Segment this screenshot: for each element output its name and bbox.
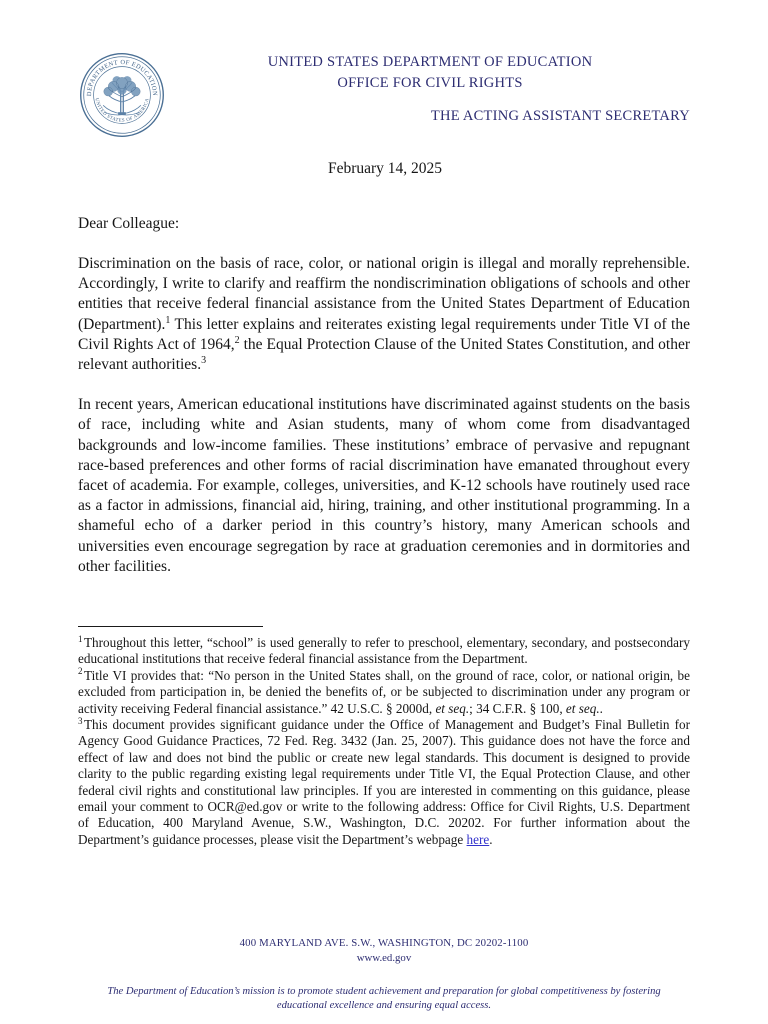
letter-date-value: February 14, 2025: [327, 160, 443, 177]
footnote-3: [78, 717, 690, 848]
paragraph-1-text-a: Discrimination on the basis of race, color, or national origin is illegal and morally reprehensible. Accordingly, I write to clarify and reaffirm the nondiscrimination obligations of schools and other entities that receive federal financial assistance from the United States Department of Education (Department).: [78, 255, 690, 333]
footnote-ref-3[interactable]: 3: [201, 354, 207, 366]
footnote-1-text: Throughout this letter, “school” is used generally to refer to preschool, elementary, secondary, and postsecondary educational institutions that receive federal financial assistance from the Department.: [78, 635, 690, 667]
office-title: THE ACTING ASSISTANT SECRETARY: [430, 108, 690, 124]
agency-name-block: [170, 52, 690, 94]
footnote-2-text-b: ; 34 C.F.R. § 100,: [469, 700, 566, 716]
department-of-education-seal-icon: [79, 52, 165, 138]
footnote-3-text-a: This document provides significant guidance under the Office of Management and Budget’s Final Bulletin for Agency Good Guidance Practices, 72 Fed. Reg. 3432 (Jan. 25, 2007). This guidance does not have the force and effect of law and does not bind the public or create new legal standards. This document is designed to provide clarity to the public regarding existing legal requirements under Title VI, the Equal Protection Clause, and other federal civil rights and constitutional law principles. If you are interested in commenting on this guidance, please email your comment to OCR@ed.gov or write to the following address: Office for Civil Rights, U.S. Department of Education, 400 Maryland Avenue, S.W., Washington, D.C. 20202. For further information about the Department’s guidance processes, please visit the Department’s webpage: [78, 717, 690, 847]
letter-date: [0, 160, 768, 178]
letter-body: [78, 213, 690, 597]
footnote-2-text-c: .: [599, 700, 603, 716]
agency-line-office: OFFICE FOR CIVIL RIGHTS: [337, 75, 523, 91]
footnote-2-number: 2: [78, 666, 83, 677]
footnote-1-number: 1: [78, 633, 83, 644]
footer-address: 400 MARYLAND AVE. S.W., WASHINGTON, DC 20202-1100: [239, 937, 529, 949]
svg-text:DEPARTMENT OF EDUCATION: DEPARTMENT OF EDUCATION: [85, 58, 159, 97]
footnote-2-italic-1: et seq.: [435, 700, 470, 716]
footnote-section: [78, 626, 690, 848]
footnote-separator-rule: [78, 626, 263, 627]
mission-statement: The Department of Education’s mission is to promote student achievement and preparation for global competitiveness by fostering educational excellence and ensuring equal access.: [107, 986, 661, 1012]
paragraph-1-text-b: This letter explains and reiterates existing legal requirements under Title VI of the Civil Rights Act of 1964,: [78, 315, 690, 353]
paragraph-2: In recent years, American educational institutions have discriminated against students on the basis of race, including white and Asian students, many of whom come from disadvantaged backgrounds and low-income families. These institutions’ embrace of pervasive and repugnant race-based preferences and other forms of racial discrimination have emanated throughout every facet of academia. For example, colleges, universities, and K-12 schools have routinely used race as a factor in admissions, financial aid, hiring, training, and other institutional programming. In a shameful echo of a darker period in this country’s history, many American schools and universities even encourage segregation by race at graduation ceremonies and in dormitories and other facilities.: [78, 396, 690, 575]
footnote-ref-2[interactable]: 2: [234, 334, 240, 346]
footnote-2: [78, 668, 690, 717]
agency-line-department: UNITED STATES DEPARTMENT OF EDUCATION: [267, 54, 593, 70]
footnote-3-text-b: .: [489, 831, 493, 847]
footnote-3-number: 3: [78, 715, 83, 726]
footnote-ref-1[interactable]: 1: [165, 314, 171, 326]
footer-website-url[interactable]: www.ed.gov: [356, 951, 412, 964]
footnote-2-italic-2: et seq.: [565, 700, 600, 716]
footnote-2-text-a: Title VI provides that: “No person in the United States shall, on the ground of race, color, or national origin, be excluded from participation in, be denied the benefits of, or be subjected to discrimination under any program or activity receiving Federal financial assistance.” 42 U.S.C. § 2000d,: [78, 667, 690, 716]
letterhead: [0, 0, 768, 145]
svg-text:UNITED STATES OF AMERICA: UNITED STATES OF AMERICA: [93, 97, 151, 124]
paragraph-1: [78, 254, 690, 375]
page-footer: [0, 936, 768, 1013]
salutation: Dear Colleague:: [78, 215, 180, 232]
paragraph-1-text-c: the Equal Protection Clause of the United States Constitution, and other relevant authorities.: [78, 335, 690, 374]
guidance-webpage-link[interactable]: here: [466, 831, 490, 847]
footnote-1: [78, 635, 690, 668]
